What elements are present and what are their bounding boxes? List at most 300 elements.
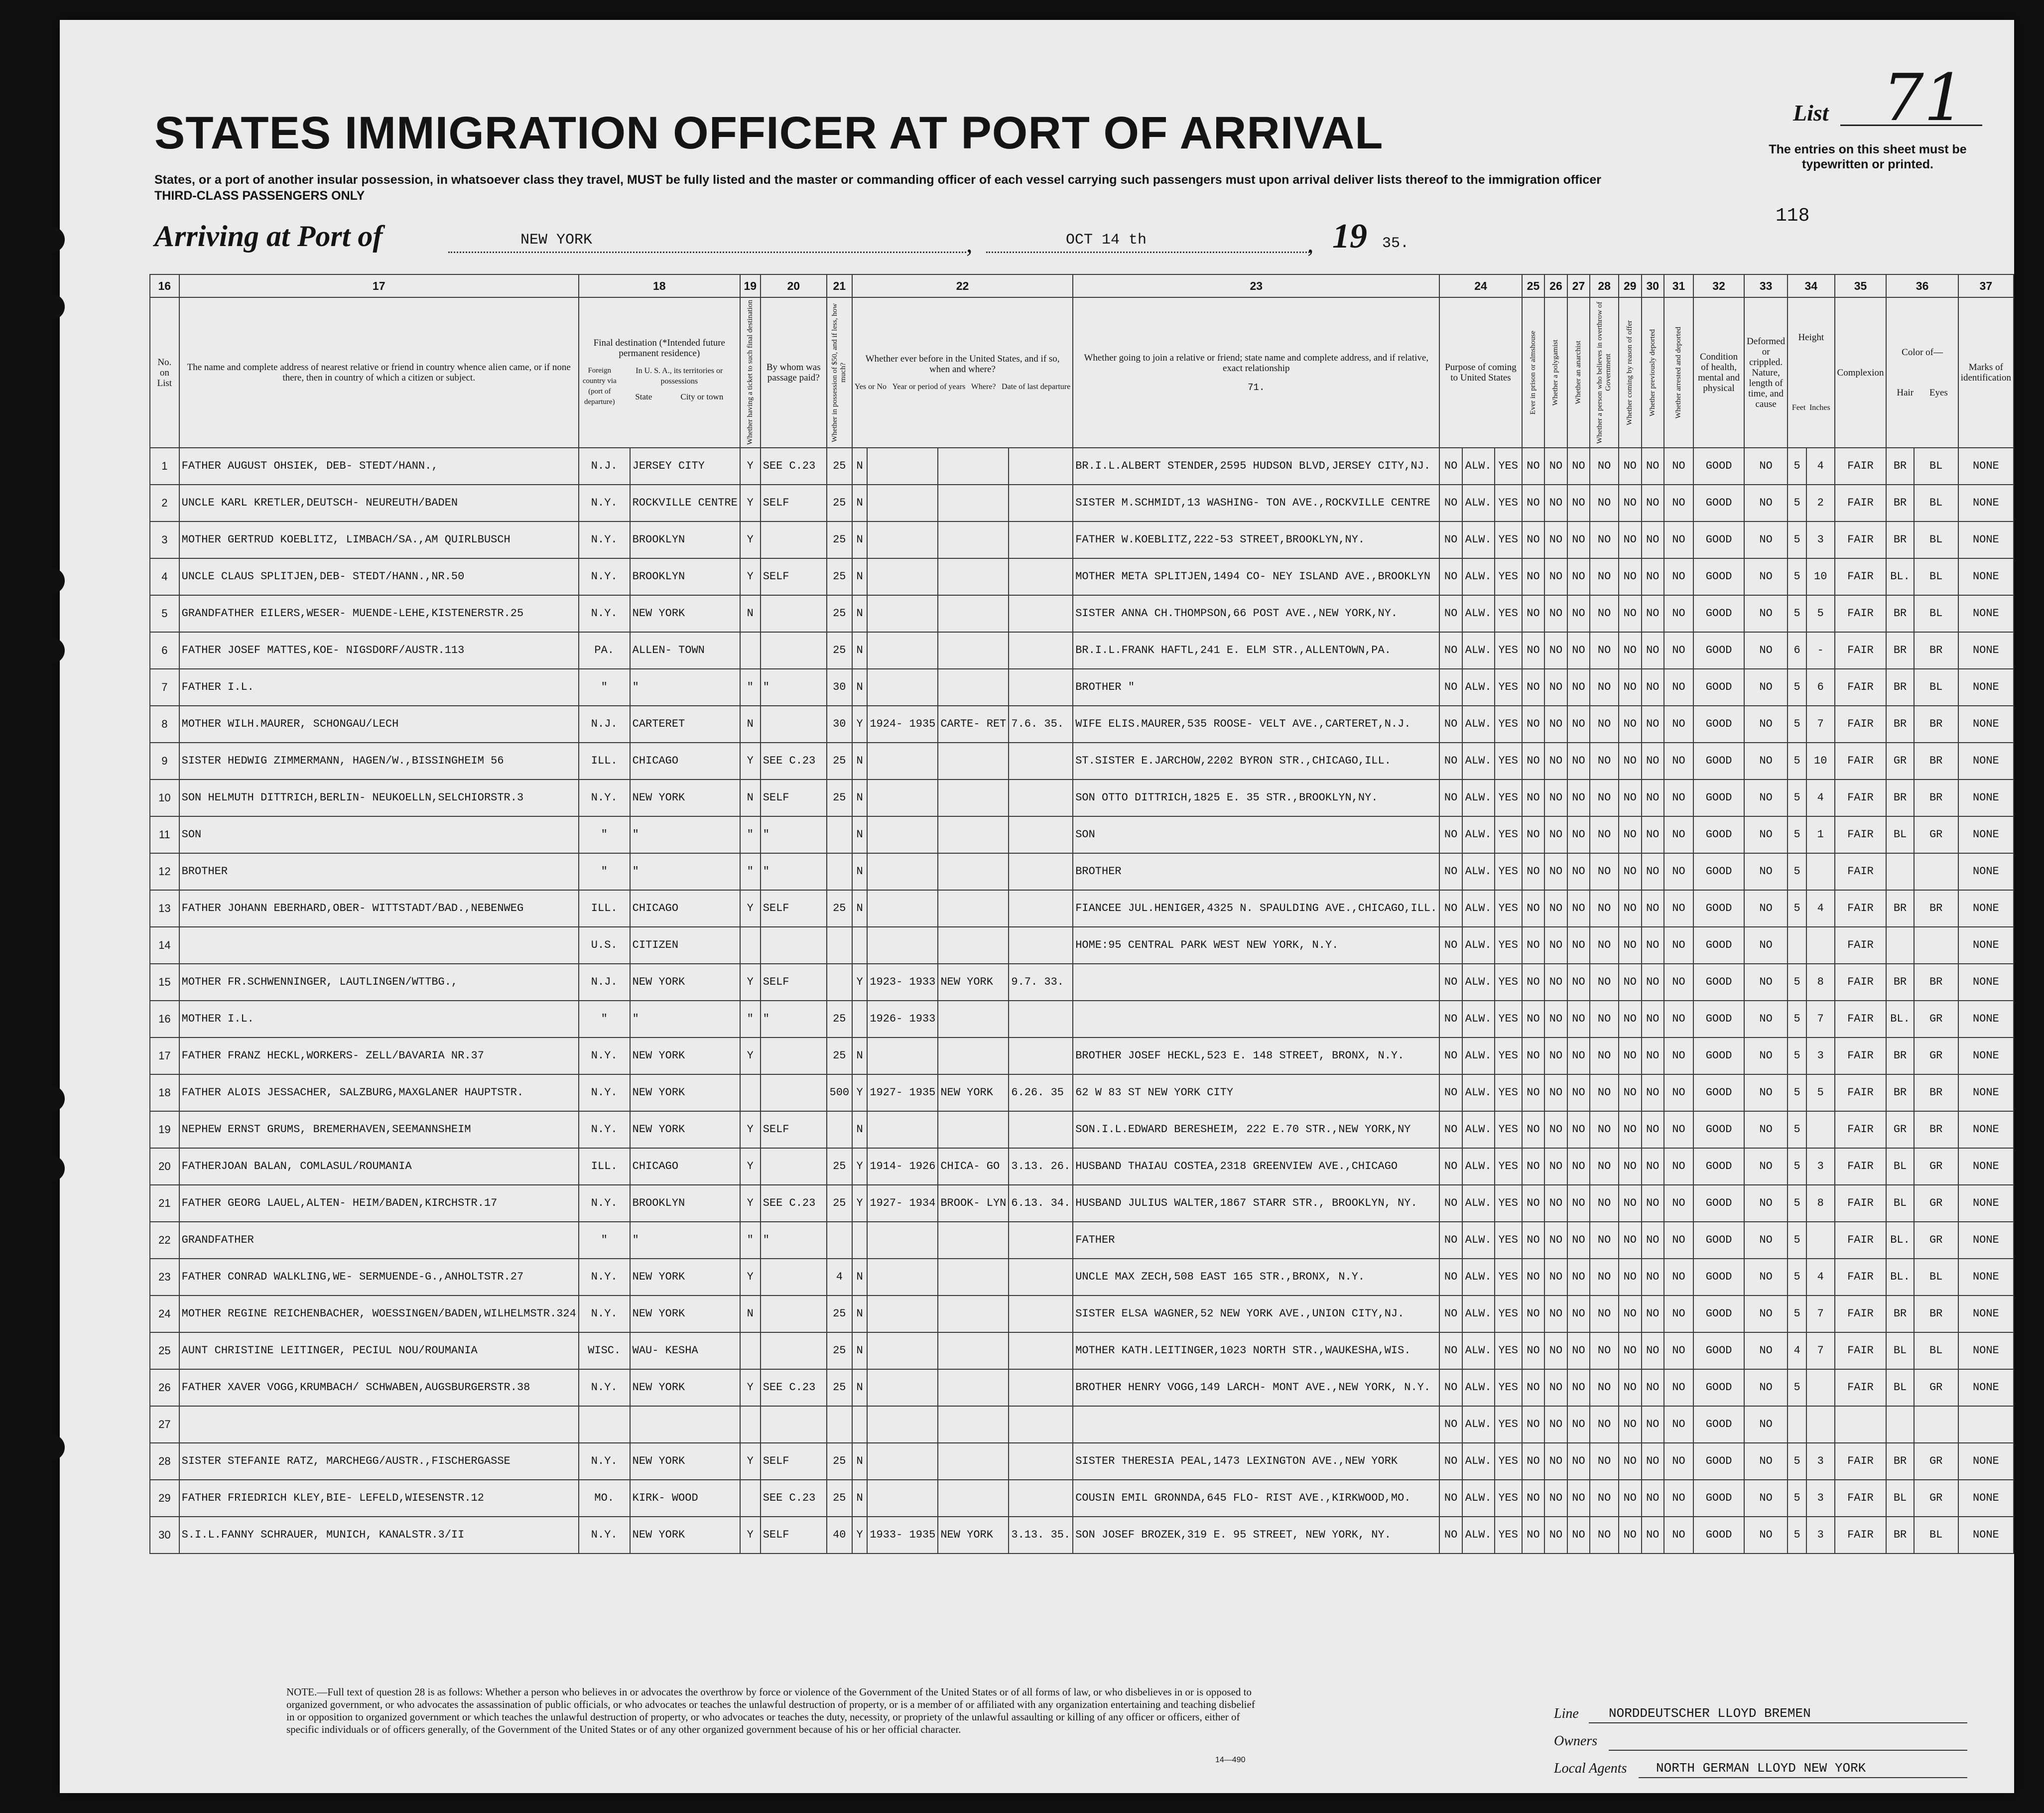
cell-anarchist: NO <box>1567 1259 1590 1295</box>
cell-overthrow: NO <box>1590 1295 1619 1332</box>
cell-eyes: GR <box>1914 816 1958 853</box>
cell-overthrow: NO <box>1590 1111 1619 1148</box>
cell-offer: NO <box>1619 964 1642 1001</box>
cell-before-period: 1927- 1934 <box>867 1185 938 1222</box>
cell-hair: BL. <box>1886 558 1914 595</box>
cell-polygamist: NO <box>1544 743 1567 779</box>
cell-before-period <box>867 816 938 853</box>
cell-dest-city: NEW YORK <box>630 1074 740 1111</box>
cell-health: GOOD <box>1693 1443 1744 1480</box>
cell-height-inches: 4 <box>1806 779 1835 816</box>
cell-dest-city: NEW YORK <box>630 1517 740 1554</box>
cell-before-date <box>1009 1222 1073 1259</box>
cell-prison: NO <box>1522 1111 1545 1148</box>
cell-health: GOOD <box>1693 521 1744 558</box>
cell-marks: NONE <box>1958 558 2014 595</box>
cell-money: 25 <box>827 779 852 816</box>
cell-offer: NO <box>1619 1259 1642 1295</box>
table-row <box>150 853 2014 890</box>
cell-relative-address: FATHER CONRAD WALKLING,WE- SERMUENDE-G.,ANHOLTSTR.27 <box>179 1259 579 1295</box>
cell-height-feet: 5 <box>1788 558 1806 595</box>
cell-complexion: FAIR <box>1835 706 1887 743</box>
cell-prison: NO <box>1522 595 1545 632</box>
cell-ticket: Y <box>740 1037 761 1074</box>
cell-eyes: BL <box>1914 558 1958 595</box>
agents-value: NORTH GERMAN LLOYD NEW YORK <box>1656 1761 1866 1776</box>
cell-offer: NO <box>1619 706 1642 743</box>
cell-polygamist: NO <box>1544 1074 1567 1111</box>
cell-paid-by: SEE C.23 <box>761 448 827 485</box>
cell-purpose-3: YES <box>1495 1406 1522 1443</box>
cell-height-feet: 5 <box>1788 1369 1806 1406</box>
cell-overthrow: NO <box>1590 927 1619 964</box>
cell-offer: NO <box>1619 1369 1642 1406</box>
cell-hair: BR <box>1886 669 1914 706</box>
cell-purpose-2: ALW. <box>1462 448 1495 485</box>
cell-row-number: 20 <box>150 1148 179 1185</box>
cell-overthrow: NO <box>1590 1480 1619 1517</box>
col-num: 18 <box>579 274 740 297</box>
cell-dest-city: " <box>630 816 740 853</box>
header-join-list: 71. <box>1248 382 1265 393</box>
cell-marks: NONE <box>1958 669 2014 706</box>
cell-deformed: NO <box>1744 890 1788 927</box>
cell-purpose-3: YES <box>1495 632 1522 669</box>
cell-overthrow: NO <box>1590 743 1619 779</box>
cell-dest-city: " <box>630 669 740 706</box>
cell-purpose-3: YES <box>1495 927 1522 964</box>
cell-deformed: NO <box>1744 1295 1788 1332</box>
cell-paid-by: SELF <box>761 485 827 521</box>
cell-eyes: GR <box>1914 1369 1958 1406</box>
cell-purpose-1: NO <box>1439 669 1462 706</box>
cell-eyes: BR <box>1914 743 1958 779</box>
cell-before-date <box>1009 779 1073 816</box>
cell-height-feet: 5 <box>1788 1185 1806 1222</box>
header-anarchist-text: Whether an anarchist <box>1574 341 1582 404</box>
table-row <box>150 1406 2014 1443</box>
cell-dest-state: N.Y. <box>579 521 630 558</box>
cell-polygamist: NO <box>1544 1480 1567 1517</box>
cell-purpose-1: NO <box>1439 1332 1462 1369</box>
header-ticket-text: Whether having a ticket to such final destination <box>746 300 754 445</box>
cell-height-inches <box>1806 1369 1835 1406</box>
cell-eyes: BR <box>1914 1111 1958 1148</box>
cell-overthrow: NO <box>1590 853 1619 890</box>
cell-deported: NO <box>1642 558 1664 595</box>
cell-marks: NONE <box>1958 1517 2014 1554</box>
cell-overthrow: NO <box>1590 1148 1619 1185</box>
cell-before-date <box>1009 853 1073 890</box>
cell-before-yes-no: N <box>852 816 867 853</box>
cell-purpose-1: NO <box>1439 779 1462 816</box>
cell-purpose-3: YES <box>1495 1185 1522 1222</box>
cell-marks: NONE <box>1958 1001 2014 1037</box>
cell-arrested: NO <box>1664 632 1693 669</box>
cell-dest-city: BROOKLYN <box>630 521 740 558</box>
cell-health: GOOD <box>1693 743 1744 779</box>
cell-dest-city: BROOKLYN <box>630 558 740 595</box>
cell-deformed: NO <box>1744 743 1788 779</box>
cell-eyes: BR <box>1914 779 1958 816</box>
cell-prison: NO <box>1522 669 1545 706</box>
cell-purpose-2: ALW. <box>1462 1295 1495 1332</box>
header-date-departure: Date of last departure <box>1002 382 1071 391</box>
cell-overthrow: NO <box>1590 1369 1619 1406</box>
cell-hair: BR <box>1886 1037 1914 1074</box>
cell-paid-by: SELF <box>761 1443 827 1480</box>
cell-health: GOOD <box>1693 558 1744 595</box>
cell-height-feet: 5 <box>1788 779 1806 816</box>
cell-health: GOOD <box>1693 706 1744 743</box>
cell-ticket: Y <box>740 521 761 558</box>
cell-deported: NO <box>1642 1259 1664 1295</box>
cell-eyes <box>1914 853 1958 890</box>
cell-arrested: NO <box>1664 1369 1693 1406</box>
cell-purpose-3: YES <box>1495 1074 1522 1111</box>
cell-hair <box>1886 1406 1914 1443</box>
cell-dest-state: ILL. <box>579 743 630 779</box>
cell-dest-city: NEW YORK <box>630 1295 740 1332</box>
cell-eyes: GR <box>1914 1222 1958 1259</box>
cell-before-date <box>1009 1295 1073 1332</box>
cell-eyes: GR <box>1914 1037 1958 1074</box>
cell-purpose-1: NO <box>1439 890 1462 927</box>
cell-dest-city: CHICAGO <box>630 1148 740 1185</box>
subtitle-line-2: THIRD-CLASS PASSENGERS ONLY <box>154 189 365 203</box>
cell-overthrow: NO <box>1590 669 1619 706</box>
cell-ticket <box>740 927 761 964</box>
table-row <box>150 1037 2014 1074</box>
cell-marks: NONE <box>1958 816 2014 853</box>
cell-offer: NO <box>1619 521 1642 558</box>
cell-deported: NO <box>1642 448 1664 485</box>
cell-money: 25 <box>827 1443 852 1480</box>
cell-before-yes-no: N <box>852 485 867 521</box>
cell-money <box>827 816 852 853</box>
cell-height-feet: 5 <box>1788 1001 1806 1037</box>
col-num: 25 <box>1522 274 1545 297</box>
cell-deported: NO <box>1642 1443 1664 1480</box>
cell-ticket: Y <box>740 1148 761 1185</box>
cell-hair: BR <box>1886 1074 1914 1111</box>
comma-separator: , <box>966 230 973 258</box>
cell-paid-by: SELF <box>761 964 827 1001</box>
cell-paid-by <box>761 1406 827 1443</box>
cell-overthrow: NO <box>1590 1406 1619 1443</box>
owners-rule <box>1609 1750 1967 1751</box>
cell-before-period <box>867 1406 938 1443</box>
cell-before-where <box>938 1480 1009 1517</box>
cell-arrested: NO <box>1664 1111 1693 1148</box>
cell-purpose-3: YES <box>1495 706 1522 743</box>
header-inches: Inches <box>1809 403 1830 412</box>
cell-arrested: NO <box>1664 521 1693 558</box>
col-num: 21 <box>827 274 852 297</box>
cell-purpose-3: YES <box>1495 890 1522 927</box>
header-height-title: Height <box>1798 332 1824 343</box>
cell-eyes <box>1914 927 1958 964</box>
cell-before-date <box>1009 485 1073 521</box>
cell-purpose-2: ALW. <box>1462 853 1495 890</box>
cell-relative-address: S.I.L.FANNY SCHRAUER, MUNICH, KANALSTR.3/II <box>179 1517 579 1554</box>
cell-dest-city: ALLEN- TOWN <box>630 632 740 669</box>
cell-ticket <box>740 632 761 669</box>
cell-hair <box>1886 927 1914 964</box>
cell-before-date <box>1009 816 1073 853</box>
cell-polygamist: NO <box>1544 1037 1567 1074</box>
cell-dest-state <box>579 1406 630 1443</box>
table-row <box>150 1074 2014 1111</box>
cell-dest-city: ROCKVILLE CENTRE <box>630 485 740 521</box>
cell-complexion: FAIR <box>1835 448 1887 485</box>
cell-before-period: 1926- 1933 <box>867 1001 938 1037</box>
cell-before-yes-no: Y <box>852 1074 867 1111</box>
cell-offer: NO <box>1619 1111 1642 1148</box>
cell-dest-state: N.Y. <box>579 1259 630 1295</box>
header-period: Year or period of years <box>892 382 966 391</box>
cell-hair: BL. <box>1886 1222 1914 1259</box>
cell-join-relative: 62 W 83 ST NEW YORK CITY <box>1073 1074 1439 1111</box>
cell-health: GOOD <box>1693 1222 1744 1259</box>
cell-paid-by: SEE C.23 <box>761 743 827 779</box>
cell-before-yes-no <box>852 1406 867 1443</box>
cell-purpose-3: YES <box>1495 521 1522 558</box>
cell-purpose-3: YES <box>1495 1443 1522 1480</box>
cell-arrested: NO <box>1664 927 1693 964</box>
cell-offer: NO <box>1619 1148 1642 1185</box>
cell-polygamist: NO <box>1544 1295 1567 1332</box>
cell-row-number: 22 <box>150 1222 179 1259</box>
cell-relative-address: FATHER ALOIS JESSACHER, SALZBURG,MAXGLANER HAUPTSTR. <box>179 1074 579 1111</box>
cell-purpose-2: ALW. <box>1462 558 1495 595</box>
cell-paid-by <box>761 595 827 632</box>
cell-height-inches: 3 <box>1806 521 1835 558</box>
cell-before-yes-no: Y <box>852 1517 867 1554</box>
cell-polygamist: NO <box>1544 1517 1567 1554</box>
cell-eyes: BL <box>1914 1517 1958 1554</box>
cell-anarchist: NO <box>1567 632 1590 669</box>
cell-prison: NO <box>1522 964 1545 1001</box>
cell-money: 25 <box>827 1480 852 1517</box>
cell-money: 25 <box>827 1001 852 1037</box>
cell-height-inches: 3 <box>1806 1148 1835 1185</box>
cell-prison: NO <box>1522 1517 1545 1554</box>
cell-join-relative <box>1073 1001 1439 1037</box>
cell-marks: NONE <box>1958 1037 2014 1074</box>
cell-health: GOOD <box>1693 485 1744 521</box>
cell-marks: NONE <box>1958 1332 2014 1369</box>
cell-arrested: NO <box>1664 890 1693 927</box>
cell-complexion: FAIR <box>1835 1480 1887 1517</box>
cell-arrested: NO <box>1664 964 1693 1001</box>
cell-eyes: GR <box>1914 1148 1958 1185</box>
cell-eyes: BL <box>1914 521 1958 558</box>
header-polygamist <box>1544 297 1567 448</box>
cell-relative-address: FATHERJOAN BALAN, COMLASUL/ROUMANIA <box>179 1148 579 1185</box>
cell-purpose-2: ALW. <box>1462 1369 1495 1406</box>
cell-dest-state: N.Y. <box>579 1111 630 1148</box>
cell-row-number: 28 <box>150 1443 179 1480</box>
cell-prison: NO <box>1522 890 1545 927</box>
cell-offer: NO <box>1619 1222 1642 1259</box>
cell-health: GOOD <box>1693 1295 1744 1332</box>
year-suffix: 35. <box>1382 235 1409 252</box>
cell-polygamist: NO <box>1544 853 1567 890</box>
cell-relative-address: FATHER GEORG LAUEL,ALTEN- HEIM/BADEN,KIRCHSTR.17 <box>179 1185 579 1222</box>
cell-before-where <box>938 1332 1009 1369</box>
cell-dest-state: N.Y. <box>579 1295 630 1332</box>
cell-paid-by <box>761 1259 827 1295</box>
cell-anarchist: NO <box>1567 595 1590 632</box>
cell-before-date <box>1009 558 1073 595</box>
cell-before-period <box>867 853 938 890</box>
cell-join-relative: FATHER W.KOEBLITZ,222-53 STREET,BROOKLYN,NY. <box>1073 521 1439 558</box>
table-row <box>150 595 2014 632</box>
cell-overthrow: NO <box>1590 595 1619 632</box>
cell-money: 30 <box>827 706 852 743</box>
agents-label: Local Agents <box>1554 1761 1627 1776</box>
cell-prison: NO <box>1522 1222 1545 1259</box>
header-complexion: Complexion <box>1835 297 1887 448</box>
cell-before-where <box>938 595 1009 632</box>
cell-hair: BR <box>1886 964 1914 1001</box>
cell-purpose-2: ALW. <box>1462 1037 1495 1074</box>
cell-join-relative: ST.SISTER E.JARCHOW,2202 BYRON STR.,CHICAGO,ILL. <box>1073 743 1439 779</box>
cell-row-number: 16 <box>150 1001 179 1037</box>
col-num: 23 <box>1073 274 1439 297</box>
cell-money: 25 <box>827 521 852 558</box>
cell-ticket <box>740 1406 761 1443</box>
cell-complexion: FAIR <box>1835 521 1887 558</box>
header-where: Where? <box>971 382 996 391</box>
cell-before-date: 7.6. 35. <box>1009 706 1073 743</box>
cell-arrested: NO <box>1664 1001 1693 1037</box>
cell-hair: BR <box>1886 632 1914 669</box>
cell-ticket: Y <box>740 448 761 485</box>
cell-anarchist: NO <box>1567 521 1590 558</box>
cell-marks: NONE <box>1958 927 2014 964</box>
cell-overthrow: NO <box>1590 1443 1619 1480</box>
cell-dest-state: N.Y. <box>579 1074 630 1111</box>
cell-join-relative: MOTHER KATH.LEITINGER,1023 NORTH STR.,WAUKESHA,WIS. <box>1073 1332 1439 1369</box>
cell-complexion: FAIR <box>1835 816 1887 853</box>
cell-height-feet: 5 <box>1788 816 1806 853</box>
cell-before-date <box>1009 1369 1073 1406</box>
cell-prison: NO <box>1522 521 1545 558</box>
cell-health: GOOD <box>1693 1074 1744 1111</box>
cell-arrested: NO <box>1664 1222 1693 1259</box>
cell-purpose-2: ALW. <box>1462 1443 1495 1480</box>
col-num: 27 <box>1567 274 1590 297</box>
cell-polygamist: NO <box>1544 779 1567 816</box>
cell-polygamist: NO <box>1544 521 1567 558</box>
header-hair: Hair <box>1897 388 1914 398</box>
cell-deformed: NO <box>1744 964 1788 1001</box>
cell-before-date <box>1009 595 1073 632</box>
manifest-table <box>149 274 2014 1554</box>
table-row <box>150 779 2014 816</box>
cell-before-where <box>938 558 1009 595</box>
year-prefix: 19 <box>1332 217 1367 256</box>
cell-before-where <box>938 485 1009 521</box>
cell-height-feet: 5 <box>1788 669 1806 706</box>
header-health: Condition of health, mental and physical <box>1693 297 1744 448</box>
cell-offer: NO <box>1619 595 1642 632</box>
cell-before-yes-no: N <box>852 669 867 706</box>
cell-ticket: N <box>740 706 761 743</box>
cell-complexion: FAIR <box>1835 1443 1887 1480</box>
cell-anarchist: NO <box>1567 1185 1590 1222</box>
cell-ticket: N <box>740 595 761 632</box>
cell-row-number: 17 <box>150 1037 179 1074</box>
cell-purpose-1: NO <box>1439 632 1462 669</box>
line-label: Line <box>1554 1706 1579 1721</box>
cell-dest-city: " <box>630 1222 740 1259</box>
cell-purpose-3: YES <box>1495 1480 1522 1517</box>
cell-eyes: BR <box>1914 890 1958 927</box>
cell-ticket: Y <box>740 964 761 1001</box>
cell-height-inches: 7 <box>1806 1332 1835 1369</box>
cell-before-yes-no: N <box>852 743 867 779</box>
table-row <box>150 964 2014 1001</box>
cell-before-where: NEW YORK <box>938 1517 1009 1554</box>
header-relative: The name and complete address of nearest relative or friend in country whence alien came, or if none there, then in country of which a citizen or subject. <box>179 297 579 448</box>
binder-hole <box>39 568 65 594</box>
cell-health: GOOD <box>1693 1037 1744 1074</box>
cell-offer: NO <box>1619 853 1642 890</box>
cell-relative-address: MOTHER WILH.MAURER, SCHONGAU/LECH <box>179 706 579 743</box>
cell-prison: NO <box>1522 485 1545 521</box>
cell-anarchist: NO <box>1567 927 1590 964</box>
cell-health: GOOD <box>1693 1406 1744 1443</box>
cell-dest-city: NEW YORK <box>630 779 740 816</box>
cell-height-feet: 5 <box>1788 743 1806 779</box>
cell-marks: NONE <box>1958 964 2014 1001</box>
col-num: 32 <box>1693 274 1744 297</box>
cell-purpose-3: YES <box>1495 1148 1522 1185</box>
cell-paid-by: " <box>761 1001 827 1037</box>
cell-marks: NONE <box>1958 485 2014 521</box>
page-title: STATES IMMIGRATION OFFICER AT PORT OF ARRIVAL <box>154 108 1384 158</box>
cell-offer: NO <box>1619 779 1642 816</box>
cell-deported: NO <box>1642 595 1664 632</box>
cell-before-yes-no: N <box>852 558 867 595</box>
cell-height-inches <box>1806 1222 1835 1259</box>
cell-dest-state: " <box>579 669 630 706</box>
cell-relative-address: FATHER I.L. <box>179 669 579 706</box>
cell-deformed: NO <box>1744 485 1788 521</box>
cell-money: 30 <box>827 669 852 706</box>
cell-before-date <box>1009 890 1073 927</box>
cell-purpose-1: NO <box>1439 595 1462 632</box>
cell-deformed: NO <box>1744 1480 1788 1517</box>
cell-before-where <box>938 669 1009 706</box>
cell-deported: NO <box>1642 485 1664 521</box>
cell-before-where <box>938 1001 1009 1037</box>
header-feet: Feet <box>1791 403 1806 412</box>
cell-marks: NONE <box>1958 448 2014 485</box>
cell-dest-state: N.Y. <box>579 595 630 632</box>
cell-paid-by: SELF <box>761 1517 827 1554</box>
cell-ticket: Y <box>740 743 761 779</box>
cell-overthrow: NO <box>1590 1259 1619 1295</box>
col-num: 22 <box>852 274 1073 297</box>
cell-height-feet: 5 <box>1788 1259 1806 1295</box>
cell-ticket: " <box>740 1222 761 1259</box>
cell-prison: NO <box>1522 1332 1545 1369</box>
cell-join-relative: SON <box>1073 816 1439 853</box>
